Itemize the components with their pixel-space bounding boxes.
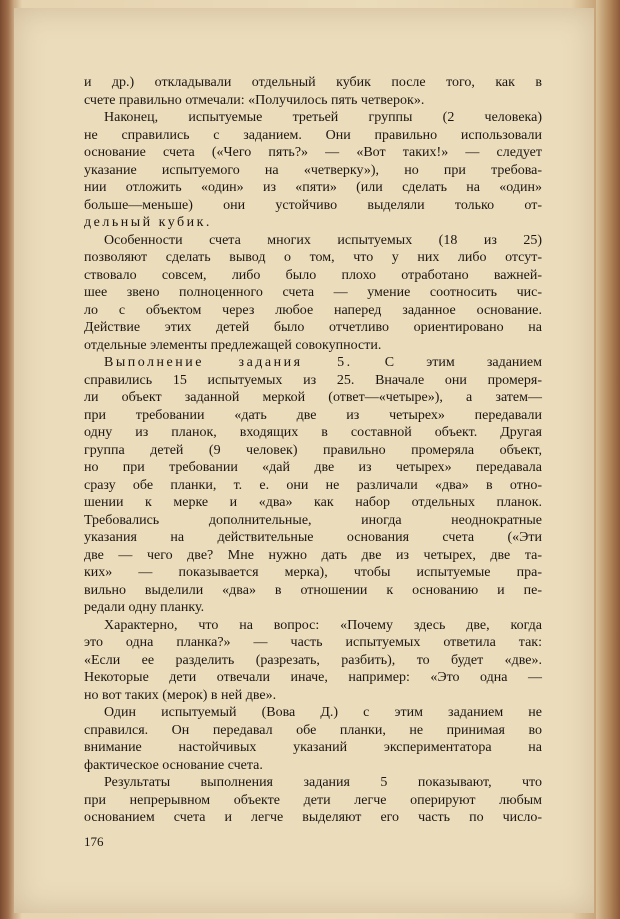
text-line: Наконец, испытуемые третьей группы (2 человека) xyxy=(104,110,542,125)
text-line: Действие этих детей было отчетливо ориентировано на xyxy=(84,320,542,335)
text-line: шении к мерке и «два» как набор отдельных планок. xyxy=(84,495,542,510)
book-edge xyxy=(596,0,620,919)
text-line: группа детей (9 человек) правильно промеряла объект, xyxy=(84,442,542,458)
text-line: это одна планка?» — часть испытуемых ответила так: xyxy=(84,635,542,650)
text-line: счете правильно отмечали: «Получилось пять четверок». xyxy=(84,92,425,108)
text-line: отдельные элементы предлежащей совокупности. xyxy=(84,337,382,353)
text-line: Особенности счета многих испытуемых (18 из 25) xyxy=(104,232,542,248)
text-line: сразу обе планки, т. е. они не различали «два» в отно- xyxy=(84,477,542,493)
text-line: справились 15 испытуемых из 25. Вначале они промеря- xyxy=(84,372,542,388)
text-line: но при требовании «дай две из четырех» передавала xyxy=(84,460,542,475)
text-line: «Если ее разделить (разрезать, разбить), то будет «две». xyxy=(84,652,542,668)
text-line: вильно выделили «два» в отношении к основанию и пе- xyxy=(84,582,542,598)
text-line: фактическое основание счета. xyxy=(84,757,263,773)
text-line: одну из планок, входящих в составной объект. Другая xyxy=(84,425,542,440)
text-line: при требовании «дать две из четырех» передавали xyxy=(84,407,542,423)
text-line: нии отложить «один» из «пяти» (или сделать на «один» xyxy=(84,180,542,195)
text-line: позволяют сделать вывод о том, что у них либо отсут- xyxy=(84,250,542,265)
text-line: шее звено полноценного счета — умение соотносить чис- xyxy=(84,285,542,300)
text-line: Выполнение задания 5. С этим заданием xyxy=(104,355,542,370)
page-number: 176 xyxy=(84,834,104,849)
text-line: указание испытуемого на «четверку»), но при требова- xyxy=(84,162,542,178)
text-line: Некоторые дети отвечали иначе, например: «Это одна — xyxy=(84,670,542,685)
text-line: указания на действительные основания счета («Эти xyxy=(84,530,542,545)
text-line: редали одну планку. xyxy=(84,600,205,615)
text-line: Результаты выполнения задания 5 показывают, что xyxy=(104,775,542,790)
text-line: Характерно, что на вопрос: «Почему здесь две, когда xyxy=(104,617,542,633)
text-line: ствовало совсем, либо было плохо отработано важней- xyxy=(84,267,542,283)
text-line: больше—меньше) они устойчиво выделяли только от- xyxy=(84,197,542,213)
text-line: справился. Он передавал обе планки, не принимая во xyxy=(84,722,542,738)
text-line: дельный кубик. xyxy=(84,215,212,230)
text-line: внимание настойчивых указаний экспериментатора на xyxy=(84,740,542,755)
body-text xyxy=(84,74,542,827)
text-line: ли объект заданной меркой (ответ—«четыре»), а затем— xyxy=(84,390,542,405)
text-line: основание счета («Чего пять?» — «Вот таких!» — следует xyxy=(84,145,542,160)
text-line: две — чего две? Мне нужно дать две из четырех, две та- xyxy=(84,547,542,563)
text-line: ких» — показывается мерка), чтобы испытуемые пра- xyxy=(84,565,542,580)
text-line: Один испытуемый (Вова Д.) с этим заданием не xyxy=(104,705,542,720)
text-line: Требовались дополнительные, иногда неоднократные xyxy=(84,512,542,528)
text-line: и др.) откладывали отдельный кубик после того, как в xyxy=(84,75,542,90)
text-line: при непрерывном объекте дети легче оперируют любым xyxy=(84,792,542,808)
text-line: основанием счета и легче выделяют его часть по число- xyxy=(84,810,542,825)
text-line: не справились с заданием. Они правильно использовали xyxy=(84,127,542,143)
text-line: ло с объектом через любое наперед заданное основание. xyxy=(84,302,542,318)
text-line: но вот таких (мерок) в ней две». xyxy=(84,687,277,703)
